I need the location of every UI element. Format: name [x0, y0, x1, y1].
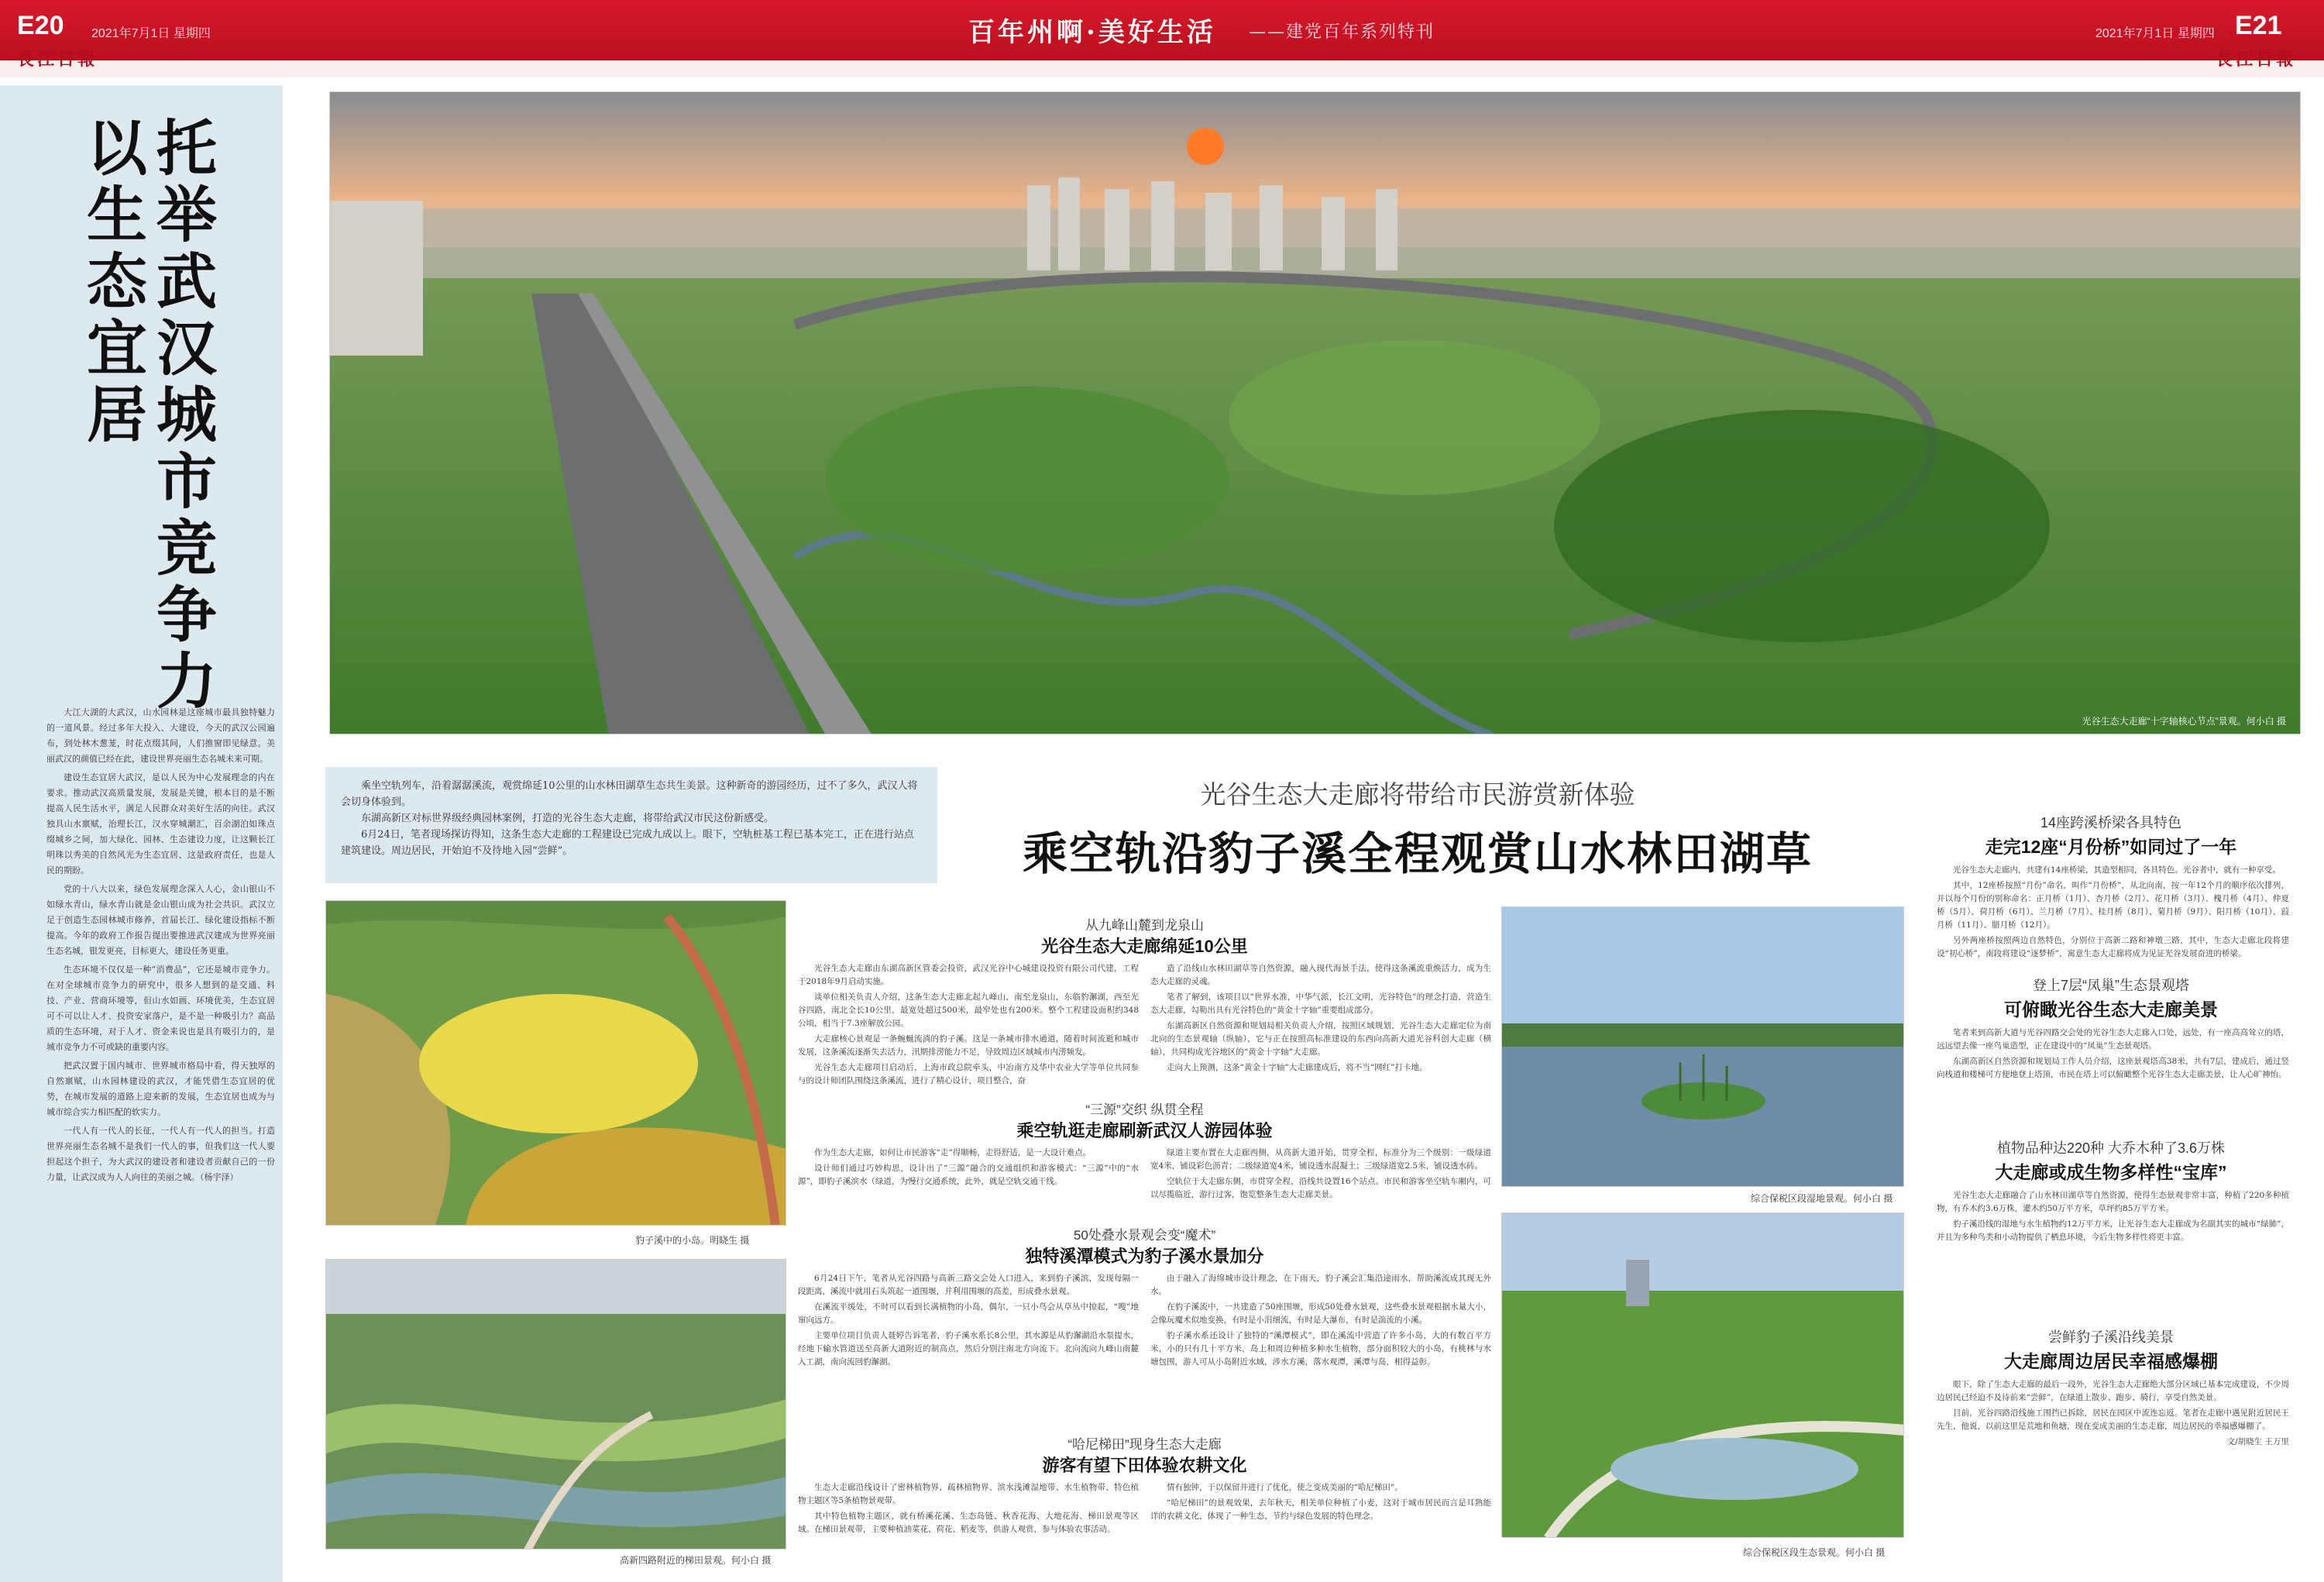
body-paragraph: 光谷生态大走廊内，共建有14座桥梁，其造型相同，各具特色。光谷者中，就有一种享受。 — [1953, 865, 2281, 875]
right-page-number: E21 — [2235, 11, 2282, 40]
body-paragraph: 情有独钟，于以保留并进行了优化，使之变成美丽的“哈尼梯田”。 — [1167, 1483, 1403, 1492]
summary-paragraph: 乘坐空轨列车，沿着潺潺溪流，观赏绵延10公里的山水林田湖草生态共生美景。这种新奇的游园经历，过不了多久，武汉人将会切身体验到。 — [341, 780, 918, 808]
right-3-heading: 大走廊或成生物多样性“宝库” — [1995, 1162, 2227, 1182]
photo-island — [325, 900, 786, 1226]
wetland-photo-illustration — [1502, 907, 1904, 1187]
photo-wetland-caption: 综合保税区段湿地景观。何小白 摄 — [1751, 1193, 1893, 1204]
sidebar-paragraph: 建设生态宜居大武汉，是以人民为中心发展理念的内在要求。推动武汉高质量发展，发展是关键，根本目的是不断提高人民生活水平，满足人民群众对美好生活的向往。武汉独具山水禀赋，治理长江，汉水穿城潮汇，百余湖泊如珠点缀城乡之间，加大绿化、园林、生态建设力度，让这颗长江明珠以秀美的自然风光为生态宜居、这是政府责任，也是人民的期盼。 — [46, 772, 275, 875]
body-paragraph: 目前，光谷四路沿线施工围挡已拆除，居民在园区中流连忘返。笔者在走廊中遇见附近居民王先生，他说，以前这里是荒地和鱼塘，现在变成美丽的生态走廊，周边居民的幸福感爆棚了。 — [1937, 1408, 2289, 1431]
photo-eco-caption: 综合保税区段生态景观。何小白 摄 — [1743, 1547, 1886, 1558]
byline: 文/胡晓生 王万里 — [2226, 1437, 2289, 1446]
body-paragraph: 在溪流平缓处，不时可以看到长满植物的小岛，偶尔，一只小鸟会从草丛中掠起，“嗖”地窜向远方。 — [798, 1302, 1139, 1325]
page-header — [0, 0, 2324, 77]
left-page-number: E20 — [17, 11, 64, 40]
section-1-kicker: 从九峰山麓到龙泉山 — [1085, 918, 1204, 933]
body-paragraph: 东湖高新区自然资源和规划局相关负责人介绍，按照区域规划，光谷生态大走廊定位为南北向的生态景观轴（纵轴），它与正在按照高标准建设的东西向高新大道光谷科创大走廊（横轴），共同构成光谷地区的“黄金十字轴”大走廊。 — [1150, 1021, 1491, 1057]
section-3-kicker: 50处叠水景观会变“魔术” — [1073, 1228, 1216, 1243]
body-paragraph: 光谷生态大走廊融合了山水林田湖草等自然资源，使得生态景观非常丰富，种植了220多种植物，有乔木约3.6万株，灌木约50万平方米，草坪约85万平方米。 — [1937, 1191, 2289, 1213]
island-photo-illustration — [326, 901, 786, 1226]
section-2-kicker: “三源”交织 纵贯全程 — [1085, 1102, 1204, 1117]
body-paragraph: 另外两座桥按照两边自然特色，分别位于高新二路和神墩三路，其中，生态大走廊北段将建设“初心桥”，南段将建设“逐梦桥”，寓意生态大走廊将成为见证光谷发展奋进的桥梁。 — [1937, 936, 2289, 958]
section-2-column-2 — [1150, 1147, 1491, 1204]
series-title: ——建党百年系列特刊 — [1249, 22, 1435, 42]
right-paper-name: 長江日報 — [2216, 50, 2297, 70]
body-paragraph: 豹子溪水系还设计了独特的“溪潭模式”，即在溪流中营造了许多小岛，大的有数百平方米，小的只有几十平方米，岛上和周边种植多种水生植物，部分面积较大的小岛，有桃林与水塘包围，游人可从小岛附近水域，涉水方溪，落水观潭，溪潭与岛，相得益彰。 — [1150, 1331, 1491, 1367]
right-3-body — [1937, 1189, 2289, 1247]
body-paragraph: 其中特色植物主题区，就有桥溪花溪、生态岛链、秋香花海、大地花海、梯田景观等区域。在梯田景观带，主要种植油菜花、荷花、稻麦等，供游人观赏，参与体验农事活动。 — [798, 1511, 1139, 1534]
right-4-kicker: 尝鲜豹子溪沿线美景 — [2048, 1329, 2174, 1345]
body-paragraph: 光谷生态大走廊由东湖高新区管委会投资，武汉光谷中心城建设投资有限公司代建，工程于2018年9月启动实施。 — [798, 964, 1139, 986]
section-3-column-2 — [1150, 1272, 1491, 1371]
sidebar-paragraph: 生态环境不仅仅是一种“消费品”，它还是城市竞争力。在对全球城市竞争力的研究中，很多人想到的是交通、科技、产业、营商环境等，但山水如画、环境优美，生态宜居可不可以让人才、投资安家落户，是不是一种吸引力？高品质的生态环境，对于人才、资金来说也是具有吸引力的，是城市竞争力不可或缺的重要内容。 — [46, 965, 275, 1052]
right-1-heading: 走完12座“月份桥”如同过了一年 — [1985, 837, 2237, 857]
body-paragraph: 生态大走廊沿线设计了密林植物界、疏林植物界、滨水浅滩湿地带、水生植物带、特色植物主题区等5条植物景观带。 — [798, 1483, 1139, 1505]
section-3-heading: 独特溪潭模式为豹子溪水景加分 — [1025, 1247, 1264, 1266]
left-date: 2021年7月1日 星期四 — [91, 27, 211, 40]
body-paragraph: 主要单位项目负责人聂婷告诉笔者，豹子溪水系长8公里，其水源是从豹澥湖沿水泵提水，经地下输水管道送至高新大道附近的制高点，然后分别注南北方向流下。北向流向九峰山南麓入工湖，南向流回豹澥湖。 — [798, 1331, 1139, 1367]
header-strip — [0, 60, 2324, 77]
right-2-body — [1937, 1027, 2289, 1084]
right-1-kicker: 14座跨溪桥梁各具特色 — [2040, 815, 2182, 831]
body-paragraph: 眼下，除了生态大走廊的最后一段外，光谷生态大走廊绝大部分区域已基本完成建设，不少周边居民已经迫不及待前来“尝鲜”，在绿道上散步、跑步、骑行，享受自然美景。 — [1937, 1380, 2289, 1402]
sidebar-paragraph: 一代人有一代人的长征，一代人有一代人的担当。打造世界亮丽生态名城不是我们一代人的事，但我们这一代人要担起这个担子，为大武汉的建设者和建设者贡献自己的一份力量，让武汉成为人人向往的美丽之城。（杨宇泽） — [46, 1126, 275, 1182]
sidebar-title-line-2: 以生态宜居 — [77, 116, 147, 449]
right-1-body — [1937, 864, 2289, 963]
section-4-column-2 — [1150, 1481, 1491, 1525]
right-date: 2021年7月1日 星期四 — [2095, 27, 2215, 40]
sidebar-paragraph: 党的十八大以来，绿色发展理念深入人心，金山银山不如绿水青山，绿水青山就是金山银山成为社会共识。武汉立足于创造生态园林城市修养，首届长江、绿化建设指标不断提高。今年的政府工作报告提出要推进武汉建成为世界亮丽生态名城，银发更亮，目标更大，建设任务更重。 — [46, 884, 275, 956]
section-brand: 百年州啊·美好生活 — [968, 17, 1216, 48]
sidebar-body — [46, 705, 275, 1188]
section-3-column-1 — [798, 1272, 1139, 1371]
sidebar-paragraph: 大江大湖的大武汉，山水园林是这座城市最具独特魅力的一道风景。经过多年大投入、大建设，今天的武汉公园遍布，到处林木葱茏，时花点缀其间，人们推窗即见绿意。美丽武汉的颜值已经在此，建设世界亮丽生态名城未来可期。 — [46, 707, 275, 764]
body-paragraph: 大走廊核心景观是一条蜿蜒流淌的豹子溪。这是一条城市排水通道，随着时间流逝和城市发展，这条溪流逐渐失去活力，汛期排涝能力不足，导致周边区域城市内涝频发。 — [798, 1034, 1139, 1057]
body-paragraph: 谈单位相关负责人介绍，这条生态大走廊北起九峰山，南至龙泉山，东临豹澥湖，西至光谷四路，南北全长10公里，最宽处超过500米，最窄处也有200米。整个工程建设面积约348公顷，相当于7.3座解放公园。 — [798, 992, 1139, 1028]
section-4-heading: 游客有望下田体验农耕文化 — [1042, 1456, 1247, 1475]
sidebar-editorial — [0, 85, 283, 1582]
right-3-kicker: 植物品种达220种 大乔木种了3.6万株 — [1996, 1140, 2226, 1156]
right-2-heading: 可俯瞰光谷生态大走廊美景 — [2004, 999, 2218, 1020]
left-paper-name: 長江日報 — [17, 50, 98, 70]
section-1-column-2 — [1150, 962, 1491, 1077]
section-2-column-1 — [798, 1147, 1139, 1191]
photo-eco-landscape — [1501, 1212, 1904, 1538]
body-paragraph: 空轨位于大走廊东侧，市贯穿全程，沿线共设置16个站点。市民和游客坐空轨车厢内，可以尽揽临近，游行过客，饱览整条生态大走廊美景。 — [1150, 1177, 1491, 1199]
summary-paragraph: 6月24日，笔者现场探访得知，这条生态大走廊的工程建设已完成九成以上。眼下，空轨桩基工程已基本完工，正在进行站点建筑建设。周边居民，开始迫不及待地入园“尝鲜”。 — [341, 829, 914, 857]
section-2-heading: 乘空轨逛走廊刷新武汉人游园体验 — [1016, 1121, 1273, 1140]
summary-paragraph: 东湖高新区对标世界级经典园林案例，打造的光谷生态大走廊，将带给武汉市民这份新感受。 — [361, 813, 775, 824]
photo-terraces — [325, 1259, 786, 1549]
right-4-body — [1937, 1378, 2289, 1451]
body-paragraph: 绿道主要布置在大走廊西侧，从高新大道开始，贯穿全程，标准分为三个级别：一级绿道宽4米，铺设彩色沥青；二级绿道宽4米，铺设透水混凝土；三级绿道宽2.5米，铺设透水砖。 — [1150, 1148, 1491, 1171]
summary-box — [325, 767, 937, 883]
body-paragraph: 作为生态大走廊，如何让市民游客“走”得顺畅，走得舒适，是一大设计难点。 — [814, 1148, 1092, 1157]
body-paragraph: 走向大上预测，这条“黄金十字轴”大走廊建成后，将不当“网红”打卡地。 — [1167, 1063, 1428, 1072]
aerial-photo-illustration — [330, 92, 2301, 734]
sidebar-paragraph: 把武汉置于国内城市、世界城市格局中看，得天独厚的自然禀赋，山水园林建设的武汉，才能凭借生态宜居的优势，在城市发展的道路上迎来新的发展，生态宜居也成为与城市综合实力相匹配的软实力。 — [46, 1061, 275, 1117]
right-4-heading: 大走廊周边居民幸福感爆棚 — [2004, 1351, 2218, 1371]
photo-terraces-caption: 高新四路附近的梯田景观。何小白 摄 — [620, 1555, 772, 1566]
photo-island-caption: 豹子溪中的小岛。明晓生 摄 — [635, 1235, 750, 1246]
section-4-kicker: “哈尼梯田”现身生态大走廊 — [1067, 1437, 1222, 1452]
eco-landscape-photo-illustration — [1502, 1213, 1904, 1538]
section-4-column-1 — [798, 1481, 1139, 1539]
body-paragraph: 在豹子溪流中，一共建造了50座围堰，形成50处叠水景观，这些叠水景观根据水量大小，会像玩魔术似地变换，有时是小涓细流，有时是大瀑布，有时是湍流的小溪。 — [1150, 1302, 1491, 1325]
main-aerial-photo — [329, 91, 2301, 734]
body-paragraph: 其中，12座桥按照“月份”命名，叫作“月份桥”，从北向南，按一年12个月的顺序依次排列，并以每个月份的别称命名：正月桥（1月）、杏月桥（2月）、花月桥（3月）、槐月桥（4月）、仲夏桥（5月）、荷月桥（6月）、兰月桥（7月）、桂月桥（8月）、菊月桥（9月）、阳月桥（10月）、葭月桥（11月）、腊月桥（12月）。 — [1937, 881, 2289, 930]
body-paragraph: 东湖高新区自然资源和规划局工作人员介绍，这座景观塔高38米，共有7层，建成后，通过竖向栈道和楼梯可方便地登上塔顶，市民在塔上可以俯瞰整个光谷生态大走廊美景，让人心旷神怡。 — [1937, 1057, 2289, 1079]
photo-wetland — [1501, 906, 1904, 1187]
sidebar-title-line-1: 托举武汉城市竞争力 — [146, 116, 217, 716]
section-1-column-1 — [798, 962, 1139, 1090]
body-paragraph: 光谷生态大走廊项目启动后，上海市政总院牵头，中冶南方及华中农业大学等单位共同参与的设计师团队围绕这条溪流，进行了精心设计，项目整合，奋 — [798, 1063, 1139, 1085]
body-paragraph: 造了沿线山水林田湖草等自然资源，融入现代海景手法，使得这条溪流重焕活力，成为生态大走廊的灵魂。 — [1150, 964, 1491, 986]
section-1-heading: 光谷生态大走廊绵延10公里 — [1041, 937, 1248, 956]
article-headline: 乘空轨沿豹子溪全程观赏山水林田湖草 — [1022, 827, 1813, 880]
terraces-photo-illustration — [326, 1260, 786, 1549]
body-paragraph: “哈尼梯田”的景观效果，去年秋天，相关单位种植了小麦，这对于城市居民而言是耳熟能详的农耕文化，体现了一种生态、节约与绿色发展的特色理念。 — [1150, 1498, 1491, 1521]
body-paragraph: 由于融入了海绵城市设计理念，在下雨天，豹子溪会汇集沿途雨水，帮助溪流成其现无外水。 — [1150, 1274, 1491, 1296]
body-paragraph: 笔者了解到，该项目以“世界水准，中华气派，长江文明，光谷特色”的理念打造，营造生态大走廊，勾勒出具有光谷特色的“黄金十字轴”重要组成部分。 — [1150, 992, 1491, 1015]
body-paragraph: 豹子溪沿线的湿地与水生植物约12万平方米，让光谷生态大走廊成为名副其实的城市“绿肺”，并且为多种鸟类和小动物提供了栖息环境，今后生物多样性将更丰富。 — [1937, 1219, 2289, 1242]
article-kicker: 光谷生态大走廊将带给市民游赏新体验 — [1200, 780, 1635, 809]
body-paragraph: 笔者来到高新大道与光谷四路交会处的光谷生态大走廊入口处，远处，有一座高高耸立的塔，远远望去像一座鸟巢造型，正在建设中的“凤巢”生态景观塔。 — [1937, 1028, 2289, 1051]
body-paragraph: 6月24日下午，笔者从光谷四路与高新三路交会处入口进入，来到豹子溪滨，发现每隔一段距离，溪流中就用石头筑起一道围堰，并利用围堰的高差，形成叠水景观。 — [798, 1274, 1139, 1296]
body-paragraph: 设计师们通过巧妙构思，设计出了“三源”融合的交通组织和游客模式：“三源”中的“水源”，即豹子溪滨水（绿道，为慢行交通系统，此外，就是空轨交通干线。 — [798, 1164, 1139, 1186]
right-2-kicker: 登上7层“凤巢”生态景观塔 — [2033, 978, 2189, 993]
main-photo-caption: 光谷生态大走廊“十字轴核心节点”景观。何小白 摄 — [2082, 716, 2286, 727]
